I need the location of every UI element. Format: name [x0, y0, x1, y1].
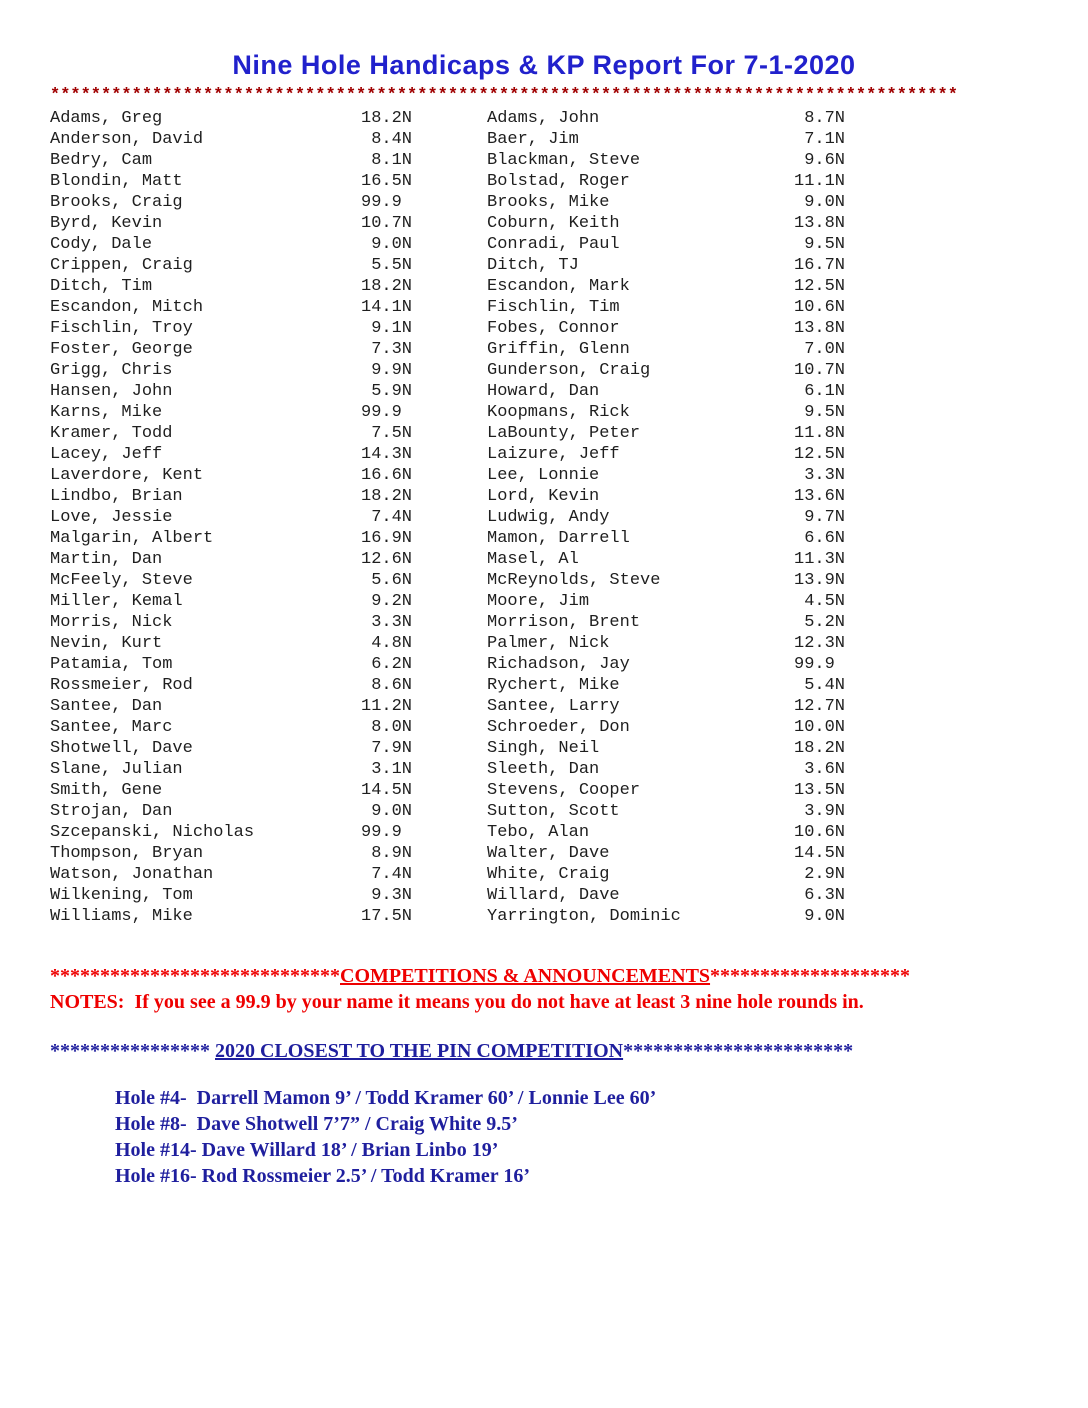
player-name: Blondin, Matt	[50, 172, 183, 191]
player-name: Thompson, Bryan	[50, 844, 204, 863]
roster-row	[487, 234, 845, 255]
player-handicap: 4.5N	[804, 592, 845, 611]
player-name: Strojan, Dan	[50, 802, 173, 821]
player-name: Moore, Jim	[487, 592, 590, 611]
player-handicap: 3.9N	[804, 802, 845, 821]
player-name: Yarrington, Dominic	[487, 907, 681, 926]
player-name: Patamia, Tom	[50, 655, 173, 674]
player-name: LaBounty, Peter	[487, 424, 641, 443]
player-name: Blackman, Steve	[487, 151, 641, 170]
roster-row	[487, 801, 845, 822]
roster-row	[487, 759, 845, 780]
player-handicap: 99.9	[361, 193, 413, 212]
player-name: Santee, Larry	[487, 697, 620, 716]
player-name: Gunderson, Craig	[487, 361, 651, 380]
player-handicap: 10.0N	[794, 718, 846, 737]
player-handicap: 8.4N	[371, 130, 412, 149]
player-name: Anderson, David	[50, 130, 204, 149]
roster-row	[50, 507, 412, 528]
player-name: Rychert, Mike	[487, 676, 620, 695]
roster-row	[50, 192, 412, 213]
player-handicap: 9.3N	[371, 886, 412, 905]
player-handicap: 3.3N	[804, 466, 845, 485]
player-handicap: 5.9N	[371, 382, 412, 401]
player-name: Escandon, Mitch	[50, 298, 204, 317]
roster-row	[487, 822, 845, 843]
player-handicap: 12.3N	[794, 634, 846, 653]
player-name: Shotwell, Dave	[50, 739, 193, 758]
player-name: Richadson, Jay	[487, 655, 630, 674]
player-name: Ludwig, Andy	[487, 508, 610, 527]
player-name: Willard, Dave	[487, 886, 620, 905]
player-handicap: 2.9N	[804, 865, 845, 884]
roster-row	[487, 171, 845, 192]
roster-row	[50, 738, 412, 759]
player-name: Lindbo, Brian	[50, 487, 183, 506]
roster-row	[487, 843, 845, 864]
player-handicap: 7.9N	[371, 739, 412, 758]
player-handicap: 9.0N	[371, 802, 412, 821]
player-name: Karns, Mike	[50, 403, 163, 422]
roster-row	[50, 402, 412, 423]
player-name: Masel, Al	[487, 550, 579, 569]
player-handicap: 99.9	[794, 655, 846, 674]
player-name: Santee, Dan	[50, 697, 163, 716]
player-name: Grigg, Chris	[50, 361, 173, 380]
roster-row	[50, 255, 412, 276]
player-name: Kramer, Todd	[50, 424, 173, 443]
player-name: Schroeder, Don	[487, 718, 630, 737]
roster-row	[487, 297, 845, 318]
player-handicap: 12.5N	[794, 277, 846, 296]
roster-row	[487, 570, 845, 591]
roster-row	[487, 276, 845, 297]
competitions-header-suffix: ********************	[710, 965, 911, 987]
player-name: Wilkening, Tom	[50, 886, 193, 905]
player-handicap: 13.8N	[794, 214, 846, 233]
player-handicap: 13.5N	[794, 781, 846, 800]
player-handicap: 5.5N	[371, 256, 412, 275]
player-name: Watson, Jonathan	[50, 865, 214, 884]
roster-row	[487, 864, 845, 885]
player-name: Adams, John	[487, 109, 600, 128]
kp-header	[50, 1039, 1038, 1064]
roster-row	[50, 276, 412, 297]
roster-column-left	[50, 108, 412, 927]
roster-row	[50, 318, 412, 339]
roster-row	[50, 423, 412, 444]
player-handicap: 9.1N	[371, 319, 412, 338]
player-handicap: 12.5N	[794, 445, 846, 464]
player-handicap: 9.7N	[804, 508, 845, 527]
player-handicap: 9.0N	[804, 907, 845, 926]
roster-row	[487, 738, 845, 759]
player-handicap: 16.6N	[361, 466, 413, 485]
roster-row	[487, 339, 845, 360]
player-name: Nevin, Kurt	[50, 634, 163, 653]
kp-entry: Hole #8- Dave Shotwell 7’7” / Craig White 9.5’	[115, 1113, 518, 1135]
roster-row	[50, 633, 412, 654]
player-name: Singh, Neil	[487, 739, 600, 758]
player-handicap: 12.6N	[361, 550, 413, 569]
roster-row	[487, 255, 845, 276]
notes-label: NOTES:	[50, 991, 125, 1013]
player-name: Bolstad, Roger	[487, 172, 630, 191]
roster-row	[487, 696, 845, 717]
roster-row	[50, 339, 412, 360]
player-name: Lacey, Jeff	[50, 445, 163, 464]
player-name: Szcepanski, Nicholas	[50, 823, 255, 842]
roster-row	[487, 423, 845, 444]
player-name: Brooks, Mike	[487, 193, 610, 212]
roster-row	[487, 318, 845, 339]
roster-row	[50, 486, 412, 507]
player-handicap: 9.6N	[804, 151, 845, 170]
player-name: Coburn, Keith	[487, 214, 620, 233]
player-handicap: 12.7N	[794, 697, 846, 716]
kp-header-suffix: ***********************	[623, 1040, 854, 1062]
roster-row	[50, 213, 412, 234]
roster-row	[487, 906, 845, 927]
player-name: Fischlin, Troy	[50, 319, 193, 338]
top-divider: *****************************************************************************************	[50, 86, 958, 105]
roster-row	[487, 150, 845, 171]
player-handicap: 18.2N	[794, 739, 846, 758]
player-name: Hansen, John	[50, 382, 173, 401]
player-handicap: 13.9N	[794, 571, 846, 590]
player-handicap: 14.3N	[361, 445, 413, 464]
player-name: Adams, Greg	[50, 109, 163, 128]
roster-row	[487, 633, 845, 654]
player-handicap: 8.9N	[371, 844, 412, 863]
player-handicap: 14.1N	[361, 298, 413, 317]
roster-row	[50, 549, 412, 570]
roster-row	[487, 549, 845, 570]
competitions-header	[50, 964, 1038, 989]
player-name: Sleeth, Dan	[487, 760, 600, 779]
player-name: Lord, Kevin	[487, 487, 600, 506]
notes-line	[50, 990, 1038, 1015]
roster-row	[487, 108, 845, 129]
player-name: Malgarin, Albert	[50, 529, 214, 548]
player-handicap: 18.2N	[361, 487, 413, 506]
roster-row	[50, 675, 412, 696]
player-name: Koopmans, Rick	[487, 403, 630, 422]
kp-entry: Hole #16- Rod Rossmeier 2.5’ / Todd Kramer 16’	[115, 1165, 530, 1187]
player-handicap: 7.4N	[371, 865, 412, 884]
roster-row	[50, 465, 412, 486]
player-name: Williams, Mike	[50, 907, 193, 926]
player-handicap: 11.2N	[361, 697, 413, 716]
roster-row	[50, 822, 412, 843]
roster-column-right	[487, 108, 845, 927]
player-handicap: 3.6N	[804, 760, 845, 779]
player-name: Laizure, Jeff	[487, 445, 620, 464]
player-handicap: 7.4N	[371, 508, 412, 527]
player-handicap: 10.6N	[794, 823, 846, 842]
roster-row	[487, 885, 845, 906]
roster-row	[50, 108, 412, 129]
roster-row	[50, 612, 412, 633]
player-name: Conradi, Paul	[487, 235, 620, 254]
player-name: Love, Jessie	[50, 508, 173, 527]
player-handicap: 9.5N	[804, 235, 845, 254]
player-handicap: 11.1N	[794, 172, 846, 191]
player-name: McFeely, Steve	[50, 571, 193, 590]
player-name: Miller, Kemal	[50, 592, 183, 611]
roster-row	[50, 696, 412, 717]
roster-row	[50, 591, 412, 612]
player-handicap: 6.6N	[804, 529, 845, 548]
roster-row	[487, 381, 845, 402]
roster-row	[487, 444, 845, 465]
player-handicap: 8.7N	[804, 109, 845, 128]
kp-entry: Hole #4- Darrell Mamon 9’ / Todd Kramer 60’ / Lonnie Lee 60’	[115, 1087, 657, 1109]
roster-row	[50, 801, 412, 822]
player-name: White, Craig	[487, 865, 610, 884]
kp-header-prefix: ****************	[50, 1040, 215, 1062]
notes-text: If you see a 99.9 by your name it means you do not have at least 3 nine hole rounds in.	[124, 991, 864, 1013]
roster-row	[50, 906, 412, 927]
roster-row	[487, 780, 845, 801]
player-name: McReynolds, Steve	[487, 571, 661, 590]
kp-entry: Hole #14- Dave Willard 18’ / Brian Linbo 19’	[115, 1139, 499, 1161]
player-handicap: 99.9	[361, 823, 413, 842]
roster-row	[487, 486, 845, 507]
player-handicap: 99.9	[361, 403, 413, 422]
roster-row	[487, 192, 845, 213]
roster-row	[50, 150, 412, 171]
player-name: Mamon, Darrell	[487, 529, 630, 548]
player-name: Santee, Marc	[50, 718, 173, 737]
player-handicap: 7.5N	[371, 424, 412, 443]
player-handicap: 9.9N	[371, 361, 412, 380]
roster-row	[487, 717, 845, 738]
player-name: Smith, Gene	[50, 781, 163, 800]
player-handicap: 8.6N	[371, 676, 412, 695]
roster-row	[50, 297, 412, 318]
player-name: Griffin, Glenn	[487, 340, 630, 359]
player-handicap: 7.0N	[804, 340, 845, 359]
handicap-roster	[50, 108, 1038, 928]
player-handicap: 13.6N	[794, 487, 846, 506]
roster-row	[487, 465, 845, 486]
roster-row	[50, 171, 412, 192]
player-handicap: 17.5N	[361, 907, 413, 926]
player-handicap: 14.5N	[361, 781, 413, 800]
player-handicap: 6.2N	[371, 655, 412, 674]
player-name: Foster, George	[50, 340, 193, 359]
player-name: Sutton, Scott	[487, 802, 620, 821]
player-handicap: 4.8N	[371, 634, 412, 653]
roster-row	[487, 129, 845, 150]
player-handicap: 6.3N	[804, 886, 845, 905]
player-name: Laverdore, Kent	[50, 466, 204, 485]
player-handicap: 10.7N	[361, 214, 413, 233]
roster-row	[50, 843, 412, 864]
player-name: Ditch, Tim	[50, 277, 153, 296]
roster-row	[50, 528, 412, 549]
player-name: Crippen, Craig	[50, 256, 193, 275]
player-name: Rossmeier, Rod	[50, 676, 193, 695]
player-handicap: 3.1N	[371, 760, 412, 779]
player-name: Walter, Dave	[487, 844, 610, 863]
player-handicap: 7.3N	[371, 340, 412, 359]
player-handicap: 9.5N	[804, 403, 845, 422]
roster-row	[50, 717, 412, 738]
player-name: Bedry, Cam	[50, 151, 153, 170]
roster-row	[50, 759, 412, 780]
kp-entries	[50, 1085, 1038, 1189]
player-name: Morris, Nick	[50, 613, 173, 632]
player-handicap: 18.2N	[361, 109, 413, 128]
roster-row	[487, 360, 845, 381]
roster-row	[50, 654, 412, 675]
roster-row	[487, 507, 845, 528]
roster-row	[50, 129, 412, 150]
player-handicap: 9.0N	[804, 193, 845, 212]
roster-row	[487, 612, 845, 633]
player-name: Howard, Dan	[487, 382, 600, 401]
player-name: Fobes, Connor	[487, 319, 620, 338]
roster-row	[50, 234, 412, 255]
roster-row	[50, 444, 412, 465]
player-handicap: 5.4N	[804, 676, 845, 695]
player-name: Ditch, TJ	[487, 256, 579, 275]
competitions-header-prefix: *****************************	[50, 965, 340, 987]
player-handicap: 3.3N	[371, 613, 412, 632]
player-name: Slane, Julian	[50, 760, 183, 779]
player-name: Martin, Dan	[50, 550, 163, 569]
player-name: Brooks, Craig	[50, 193, 183, 212]
roster-row	[487, 402, 845, 423]
player-name: Cody, Dale	[50, 235, 153, 254]
player-handicap: 8.0N	[371, 718, 412, 737]
roster-row	[487, 213, 845, 234]
roster-row	[487, 591, 845, 612]
roster-row	[487, 675, 845, 696]
roster-row	[487, 654, 845, 675]
player-handicap: 18.2N	[361, 277, 413, 296]
player-handicap: 16.7N	[794, 256, 846, 275]
player-name: Lee, Lonnie	[487, 466, 600, 485]
player-handicap: 10.7N	[794, 361, 846, 380]
player-handicap: 16.5N	[361, 172, 413, 191]
player-name: Escandon, Mark	[487, 277, 630, 296]
player-handicap: 9.2N	[371, 592, 412, 611]
competitions-header-label: COMPETITIONS & ANNOUNCEMENTS	[340, 965, 711, 987]
player-handicap: 10.6N	[794, 298, 846, 317]
player-name: Stevens, Cooper	[487, 781, 641, 800]
roster-row	[487, 528, 845, 549]
player-name: Palmer, Nick	[487, 634, 610, 653]
roster-row	[50, 570, 412, 591]
roster-row	[50, 864, 412, 885]
roster-row	[50, 780, 412, 801]
player-handicap: 9.0N	[371, 235, 412, 254]
player-handicap: 8.1N	[371, 151, 412, 170]
player-name: Fischlin, Tim	[487, 298, 620, 317]
player-handicap: 5.6N	[371, 571, 412, 590]
player-handicap: 7.1N	[804, 130, 845, 149]
player-name: Baer, Jim	[487, 130, 579, 149]
roster-row	[50, 381, 412, 402]
player-handicap: 11.3N	[794, 550, 846, 569]
page-title: Nine Hole Handicaps & KP Report For 7-1-2020	[232, 50, 856, 80]
player-name: Morrison, Brent	[487, 613, 641, 632]
roster-row	[50, 885, 412, 906]
player-handicap: 11.8N	[794, 424, 846, 443]
player-handicap: 13.8N	[794, 319, 846, 338]
player-handicap: 6.1N	[804, 382, 845, 401]
player-name: Byrd, Kevin	[50, 214, 163, 233]
roster-row	[50, 360, 412, 381]
player-name: Tebo, Alan	[487, 823, 590, 842]
kp-header-label: 2020 CLOSEST TO THE PIN COMPETITION	[215, 1040, 624, 1062]
player-handicap: 5.2N	[804, 613, 845, 632]
player-handicap: 16.9N	[361, 529, 413, 548]
player-handicap: 14.5N	[794, 844, 846, 863]
